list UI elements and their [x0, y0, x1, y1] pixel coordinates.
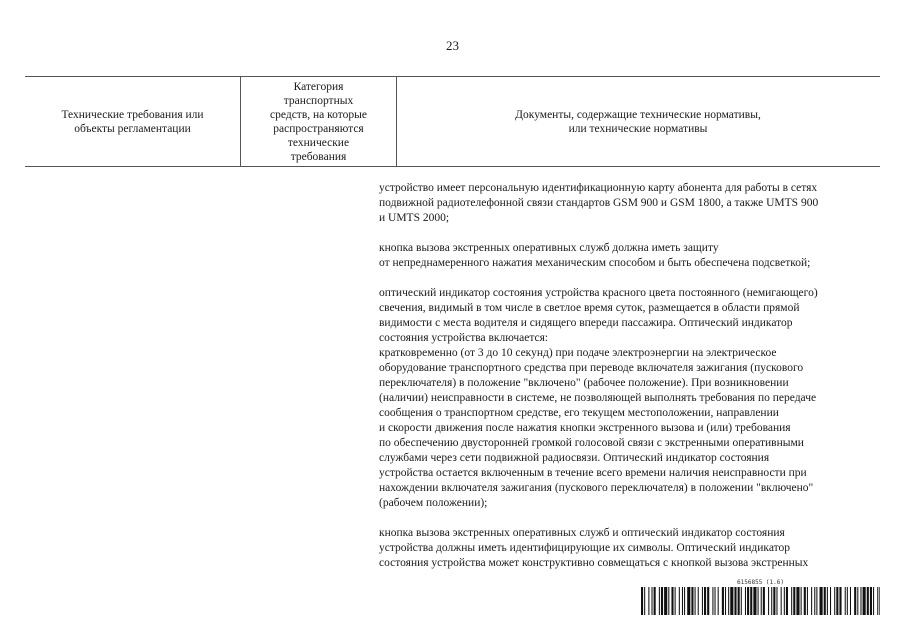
barcode-bar: [793, 587, 795, 615]
barcode-bar: [807, 587, 808, 615]
barcode-bar: [827, 587, 828, 615]
header-cell-requirements: [25, 77, 240, 166]
barcode-bar: [820, 587, 823, 615]
barcode-bar: [836, 587, 838, 615]
barcode-bar: [870, 587, 872, 615]
barcode-bar: [695, 587, 696, 615]
barcode-bar: [725, 587, 726, 615]
barcode-bar: [804, 587, 806, 615]
barcode-bar: [873, 587, 874, 615]
barcode-bar: [668, 587, 669, 615]
barcode-bar: [763, 587, 765, 615]
barcode-bar: [641, 587, 643, 615]
barcode-bar: [814, 587, 815, 615]
barcode-bar: [758, 587, 759, 615]
barcode-bar: [816, 587, 817, 615]
barcode-bar: [712, 587, 713, 615]
barcode-bar: [781, 587, 782, 615]
barcode-bar: [661, 587, 663, 615]
barcode-bar: [879, 587, 880, 615]
barcode-bar: [811, 587, 812, 615]
barcode-bar: [728, 587, 729, 615]
table-header: [25, 76, 880, 167]
document-body: [379, 181, 879, 571]
barcode-bar: [682, 587, 683, 615]
paragraph-identifying-symbols: кнопка вызова экстренных оперативных служб и оптический индикатор состояния устройства должны иметь идентифицирующие их символы. Оптический индикатор состояния устройства может конструктивно совмещаться с кнопкой вызова экстренных: [379, 527, 809, 569]
barcode-bar: [857, 587, 858, 615]
barcode-bar: [648, 587, 649, 615]
barcode-bar: [679, 587, 680, 615]
barcode-bar: [784, 587, 785, 615]
barcode-bar: [860, 587, 861, 615]
barcode-bar: [771, 587, 772, 615]
barcode-bar: [747, 587, 749, 615]
header-cell-documents-text: Документы, содержащие технические нормативы, или технические нормативы: [515, 108, 761, 135]
barcode-bar: [768, 587, 769, 615]
barcode-bar: [722, 587, 724, 615]
document-barcode: [641, 579, 880, 615]
paragraph-emergency-button-protection: кнопка вызова экстренных оперативных служб должна иметь защиту от непреднамеренного нажатия механическим способом и быть обеспечена подсветкой;: [379, 242, 811, 269]
barcode-bar: [715, 587, 716, 615]
barcode-bar: [671, 587, 673, 615]
barcode-bar: [773, 587, 775, 615]
barcode-bar: [796, 587, 799, 615]
barcode-bar: [753, 587, 756, 615]
barcode-label: 6156855 (1.6): [737, 579, 784, 586]
paragraph-sim-card: устройство имеет персональную идентификационную карту абонента для работы в сетях подвижной радиотелефонной связи стандартов GSM 900 и GSM 1800, а также UMTS 900 и UMTS 2000;: [379, 182, 819, 224]
barcode-bar: [644, 587, 645, 615]
barcode-bar: [786, 587, 788, 615]
barcode-bar: [652, 587, 653, 615]
barcode-bar: [745, 587, 746, 615]
barcode-bar: [850, 587, 851, 615]
barcode-bar: [659, 587, 660, 615]
barcode-bar: [738, 587, 740, 615]
barcode-bar: [750, 587, 752, 615]
paragraph-optical-indicator: оптический индикатор состояния устройства красного цвета постоянного (немигающего) свечения, видимый в том числе в светлое время суток, размещается в области прямой видимости с места водителя и сидящего впереди пассажира. Оптический индикатор состояния устройства включается:: [379, 287, 818, 344]
barcode-bar: [707, 587, 709, 615]
barcode-bar: [684, 587, 685, 615]
barcode-bar: [687, 587, 690, 615]
barcode-bar: [734, 587, 736, 615]
barcode-bar: [854, 587, 856, 615]
barcode-bar: [654, 587, 656, 615]
header-cell-vehicle-category-text: Категория транспортных средств, на которые распространяются технические требования: [270, 80, 367, 163]
barcode-bar: [847, 587, 848, 615]
barcode-bar: [867, 587, 869, 615]
barcode-bar: [730, 587, 733, 615]
barcode-bar: [830, 587, 831, 615]
barcode-bar: [791, 587, 792, 615]
barcode-graphic: [641, 587, 880, 615]
barcode-bar: [824, 587, 826, 615]
paragraph-indicator-activation: кратковременно (от 3 до 10 секунд) при подаче электроэнергии на электрическое оборудование транспортного средства при переводе включателя зажигания (пускового переключателя) в положение "включено" (рабочее положение). При возникновении (наличии) неисправности в системе, не позволяющей выполнять требования по передаче сообщения о транспортном средстве, его текущем местоположении, направлении и скорости движения после нажатия кнопки экстренного вызова и (или) требования по обеспечению двусторонней громкой голосовой связи с экстренными оперативными службами через сети подвижной радиосвязи. Оптический индикатор состояния устройства остается включенным в течение всего времени наличия неисправности при нахождении включателя зажигания (пускового переключателя) в положении "включено" (рабочем положении);: [379, 347, 817, 509]
barcode-bar: [863, 587, 866, 615]
barcode-bar: [702, 587, 703, 615]
barcode-bar: [664, 587, 667, 615]
header-cell-requirements-text: Технические требования или объекты регламентации: [61, 108, 204, 135]
barcode-bar: [801, 587, 802, 615]
barcode-bar: [675, 587, 676, 615]
header-cell-documents: [396, 77, 880, 166]
barcode-bar: [691, 587, 693, 615]
barcode-bar: [704, 587, 706, 615]
barcode-bar: [761, 587, 762, 615]
header-cell-vehicle-category: [240, 77, 397, 166]
page-number: 23: [446, 38, 459, 53]
barcode-bar: [698, 587, 699, 615]
barcode-bar: [845, 587, 846, 615]
barcode-bar: [741, 587, 742, 615]
barcode-bar: [834, 587, 835, 615]
barcode-bar: [839, 587, 841, 615]
barcode-bar: [877, 587, 878, 615]
barcode-bar: [718, 587, 719, 615]
barcode-bar: [776, 587, 777, 615]
